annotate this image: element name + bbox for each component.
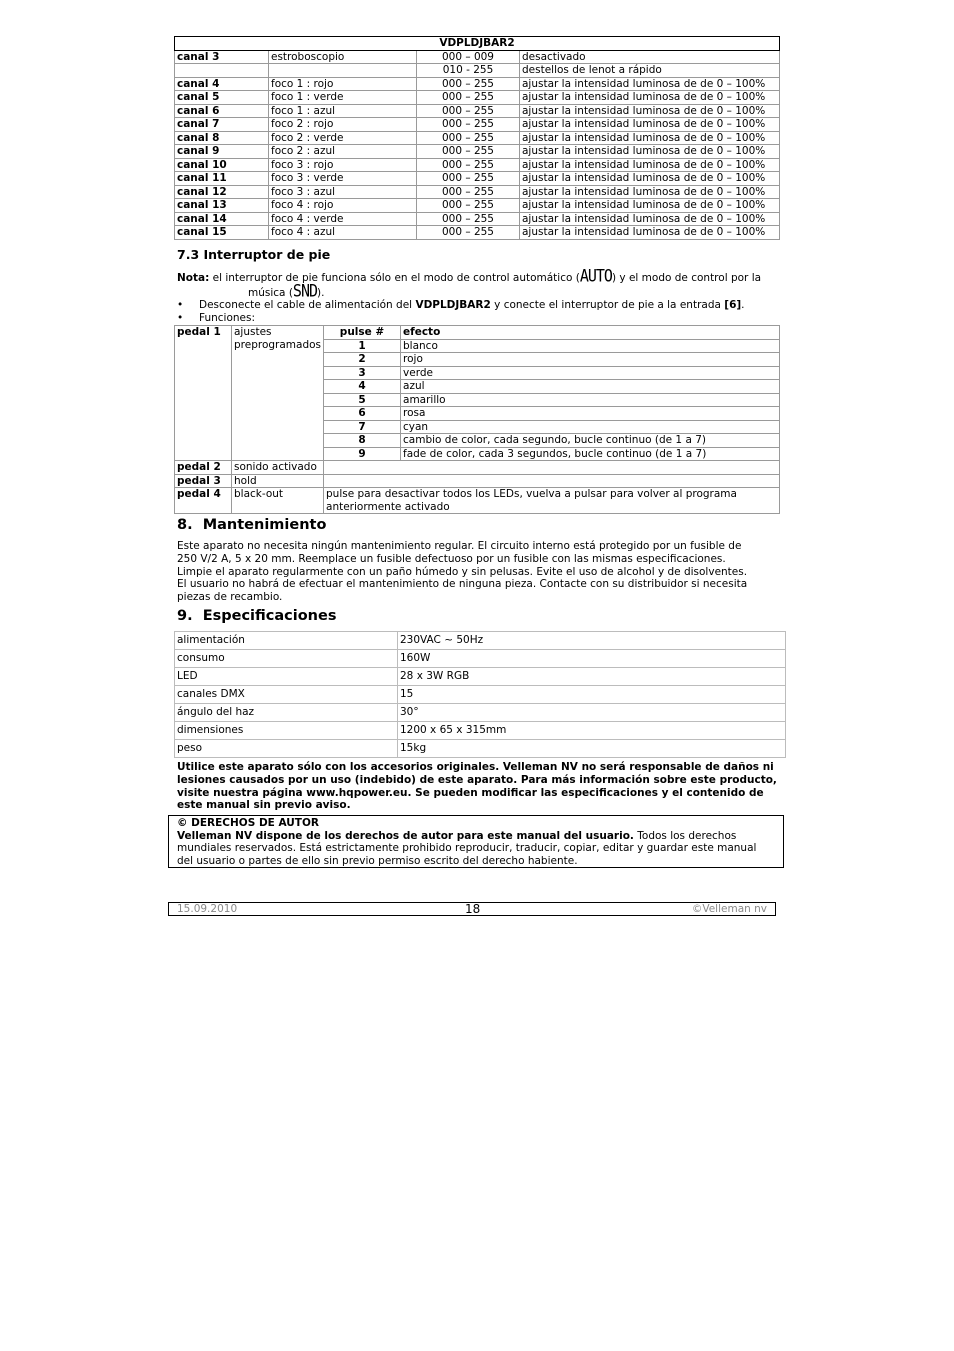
footswitch-note: [177, 265, 777, 287]
spec-label: peso: [175, 740, 398, 758]
pedal-row: [175, 474, 780, 488]
pedal-function: black-out: [232, 488, 324, 514]
channel-description: ajustar la intensidad luminosa de de 0 – 100%: [520, 185, 780, 199]
section-heading-7-3: 7.3 Interruptor de pie: [177, 247, 331, 262]
pulse-number: 2: [324, 353, 401, 367]
copyright-line-3: del usuario o partes de ello sin previo permiso escrito del derecho habiente.: [177, 854, 578, 867]
pulse-effect: verde: [401, 366, 780, 380]
channel-row: [175, 172, 780, 186]
disclaimer-line: Utilice este aparato sólo con los accesorios originales. Velleman NV no será responsable de daños ni: [177, 761, 774, 773]
channel-description: ajustar la intensidad luminosa de de 0 – 100%: [520, 172, 780, 186]
channel-row: [175, 64, 780, 78]
channel-description: ajustar la intensidad luminosa de de 0 – 100%: [520, 118, 780, 132]
channel-range: 000 – 255: [417, 226, 520, 240]
pulse-number: 8: [324, 434, 401, 448]
input-ref: [6]: [724, 299, 742, 311]
page-number: 18: [465, 902, 481, 916]
channel-row: [175, 91, 780, 105]
spec-value: 15kg: [398, 740, 786, 758]
pulse-effect: amarillo: [401, 393, 780, 407]
channel-range: 000 – 255: [417, 145, 520, 159]
spec-value: 30°: [398, 704, 786, 722]
spec-value: 28 x 3W RGB: [398, 668, 786, 686]
disclaimer-line: visite nuestra página www.hqpower.eu. Se pueden modificar las especificaciones y el contenido de: [177, 786, 764, 799]
channel-name: canal 5: [175, 91, 269, 105]
pulse-effect: rojo: [401, 353, 780, 367]
channel-description: ajustar la intensidad luminosa de de 0 – 100%: [520, 77, 780, 91]
footswitch-note-cont: [248, 280, 325, 302]
spec-label: LED: [175, 668, 398, 686]
spec-table: [174, 631, 786, 758]
channel-row: [175, 118, 780, 132]
spec-label: dimensiones: [175, 722, 398, 740]
channel-name: canal 3: [175, 50, 269, 64]
channel-description: ajustar la intensidad luminosa de de 0 – 100%: [520, 199, 780, 213]
channel-description: ajustar la intensidad luminosa de de 0 – 100%: [520, 91, 780, 105]
note-text-1: el interruptor de pie funciona sólo en el modo de control automático (: [209, 272, 580, 284]
spec-label: alimentación: [175, 632, 398, 650]
pedal-description: [324, 461, 780, 475]
channel-table: [174, 36, 780, 240]
channel-description: destellos de lenot a rápido: [520, 64, 780, 78]
channel-name: canal 13: [175, 199, 269, 213]
pulse-number: 6: [324, 407, 401, 421]
channel-function: foco 3 : azul: [269, 185, 417, 199]
channel-row: [175, 77, 780, 91]
channel-name: canal 12: [175, 185, 269, 199]
display-snd-icon: SND: [292, 280, 318, 302]
section-heading-9: 9. Especificaciones: [177, 608, 337, 624]
channel-function: foco 1 : verde: [269, 91, 417, 105]
spec-label: ángulo del haz: [175, 704, 398, 722]
channel-range: 000 – 255: [417, 77, 520, 91]
channel-function: foco 1 : azul: [269, 104, 417, 118]
spec-value: 1200 x 65 x 315mm: [398, 722, 786, 740]
spec-label: consumo: [175, 650, 398, 668]
pedal-row: [175, 461, 780, 475]
note-label: Nota:: [177, 272, 210, 284]
channel-description: ajustar la intensidad luminosa de de 0 – 100%: [520, 158, 780, 172]
pulse-number: 5: [324, 393, 401, 407]
pulse-effect: azul: [401, 380, 780, 394]
footer-brand: ©Velleman nv: [691, 903, 767, 915]
note-text-3: música (: [248, 287, 293, 299]
maintenance-line: El usuario no habrá de efectuar el mantenimiento de ninguna pieza. Contacte con su distribuidor si necesita: [177, 578, 748, 591]
channel-function: foco 2 : rojo: [269, 118, 417, 132]
bullet-text: y conecte el interruptor de pie a la entrada: [490, 299, 725, 311]
channel-name: canal 4: [175, 77, 269, 91]
pedal-1-label: pedal 1: [175, 326, 232, 461]
channel-range: 000 – 255: [417, 185, 520, 199]
copyright-box: [168, 815, 784, 868]
channel-description: ajustar la intensidad luminosa de de 0 – 100%: [520, 104, 780, 118]
bullet-disconnect: [177, 299, 745, 312]
maintenance-line: Este aparato no necesita ningún mantenimiento regular. El circuito interno está protegido por un fusible de: [177, 540, 742, 552]
channel-function: foco 3 : verde: [269, 172, 417, 186]
bullet-icon: •: [177, 299, 184, 311]
channel-description: ajustar la intensidad luminosa de de 0 – 100%: [520, 131, 780, 145]
channel-name: canal 11: [175, 172, 269, 186]
channel-row: [175, 104, 780, 118]
channel-description: ajustar la intensidad luminosa de de 0 – 100%: [520, 145, 780, 159]
effect-col-header: efecto: [401, 326, 780, 340]
pedal-label: pedal 3: [175, 474, 232, 488]
bullet-text: .: [741, 299, 745, 311]
channel-name: canal 8: [175, 131, 269, 145]
bullet-functions: [177, 312, 255, 325]
pedal-description: pulse para desactivar todos los LEDs, vuelva a pulsar para volver al programa anteriormente activado: [324, 488, 780, 514]
footer-date: 15.09.2010: [177, 903, 238, 915]
pulse-number: 7: [324, 420, 401, 434]
channel-range: 000 – 255: [417, 118, 520, 132]
spec-label: canales DMX: [175, 686, 398, 704]
channel-range: 000 – 009: [417, 50, 520, 64]
pedal-label: pedal 2: [175, 461, 232, 475]
channel-description: ajustar la intensidad luminosa de de 0 – 100%: [520, 212, 780, 226]
pedal-label: pedal 4: [175, 488, 232, 514]
product-name: VDPLDJBAR2: [415, 299, 491, 311]
channel-function: foco 4 : verde: [269, 212, 417, 226]
channel-name: canal 14: [175, 212, 269, 226]
maintenance-line: piezas de recambio.: [177, 591, 283, 604]
channel-name: canal 10: [175, 158, 269, 172]
display-auto-icon: AUTO: [579, 265, 612, 287]
channel-row: [175, 145, 780, 159]
channel-function: estroboscopio: [269, 50, 417, 64]
bullet-icon: •: [177, 312, 184, 324]
disclaimer-line: este manual sin previo aviso.: [177, 799, 351, 812]
maintenance-line: 250 V/2 A, 5 x 20 mm. Reemplace un fusible defectuoso por un fusible con las mismas especificaciones.: [177, 552, 726, 565]
spec-value: 15: [398, 686, 786, 704]
channel-range: 010 - 255: [417, 64, 520, 78]
channel-name: canal 6: [175, 104, 269, 118]
copyright-title: © DERECHOS DE AUTOR: [177, 817, 319, 829]
channel-range: 000 – 255: [417, 158, 520, 172]
disclaimer-line: lesiones causados por un uso (indebido) de este aparato. Para más información sobre este producto,: [177, 773, 777, 786]
spec-row: [175, 650, 786, 668]
spec-value: 230VAC ~ 50Hz: [398, 632, 786, 650]
pedal-row: [175, 488, 780, 514]
channel-row: [175, 158, 780, 172]
pedal-function: sonido activado: [232, 461, 324, 475]
maintenance-text: [177, 540, 777, 604]
pulse-number: 3: [324, 366, 401, 380]
channel-range: 000 – 255: [417, 131, 520, 145]
note-text-2: ) y el modo de control por la: [611, 272, 762, 284]
disclaimer: [177, 761, 777, 812]
channel-function: foco 4 : azul: [269, 226, 417, 240]
channel-range: 000 – 255: [417, 91, 520, 105]
pedal-description: [324, 474, 780, 488]
channel-description: ajustar la intensidad luminosa de de 0 – 100%: [520, 226, 780, 240]
note-text-4: ).: [317, 287, 325, 299]
channel-row: [175, 131, 780, 145]
spec-value: 160W: [398, 650, 786, 668]
channel-description: desactivado: [520, 50, 780, 64]
pulse-col-header: pulse #: [324, 326, 401, 340]
copyright-line-2: mundiales reservados. Está estrictamente prohibido reproducir, traducir, copiar, editar y guardar este manual: [177, 842, 757, 855]
channel-function: foco 3 : rojo: [269, 158, 417, 172]
spec-row: [175, 722, 786, 740]
channel-table-title: VDPLDJBAR2: [175, 37, 780, 51]
channel-range: 000 – 255: [417, 172, 520, 186]
page-footer: [168, 902, 776, 916]
pedal-function: hold: [232, 474, 324, 488]
pedal-table: [174, 325, 780, 514]
pedal-1-function: ajustes preprogramados: [232, 326, 324, 461]
channel-row: [175, 50, 780, 64]
pulse-number: 9: [324, 447, 401, 461]
channel-function: foco 2 : verde: [269, 131, 417, 145]
channel-row: [175, 199, 780, 213]
channel-range: 000 – 255: [417, 212, 520, 226]
channel-name: canal 9: [175, 145, 269, 159]
spec-row: [175, 686, 786, 704]
copyright-line-1: Velleman NV dispone de los derechos de autor para este manual del usuario. Todos los derechos: [177, 829, 737, 842]
spec-row: [175, 704, 786, 722]
section-heading-8: 8. Mantenimiento: [177, 517, 327, 533]
maintenance-line: Limpie el aparato regularmente con un paño húmedo y sin pelusas. Evite el uso de alcohol y de disolventes.: [177, 565, 748, 578]
pulse-effect: blanco: [401, 339, 780, 353]
pulse-effect: cyan: [401, 420, 780, 434]
channel-range: 000 – 255: [417, 104, 520, 118]
channel-function: foco 1 : rojo: [269, 77, 417, 91]
channel-row: [175, 212, 780, 226]
channel-function: [269, 64, 417, 78]
spec-row: [175, 668, 786, 686]
channel-name: canal 15: [175, 226, 269, 240]
pulse-effect: rosa: [401, 407, 780, 421]
channel-name: canal 7: [175, 118, 269, 132]
pulse-number: 1: [324, 339, 401, 353]
spec-row: [175, 632, 786, 650]
pulse-effect: cambio de color, cada segundo, bucle continuo (de 1 a 7): [401, 434, 780, 448]
pulse-number: 4: [324, 380, 401, 394]
spec-row: [175, 740, 786, 758]
channel-row: [175, 226, 780, 240]
channel-name: [175, 64, 269, 78]
channel-range: 000 – 255: [417, 199, 520, 213]
channel-row: [175, 185, 780, 199]
bullet-text: Funciones:: [199, 312, 256, 324]
bullet-text: Desconecte el cable de alimentación del: [199, 299, 416, 311]
channel-function: foco 4 : rojo: [269, 199, 417, 213]
pulse-effect: fade de color, cada 3 segundos, bucle continuo (de 1 a 7): [401, 447, 780, 461]
channel-function: foco 2 : azul: [269, 145, 417, 159]
